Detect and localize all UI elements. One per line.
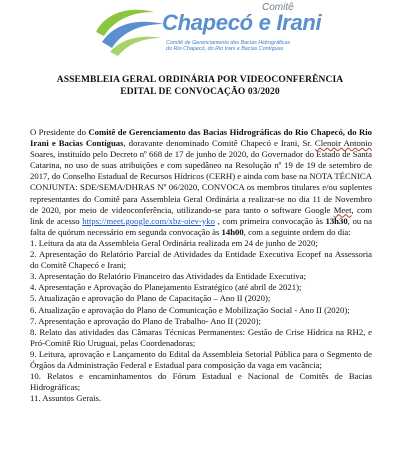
logo-subtitle [166,40,290,53]
document-header [0,74,400,98]
meet-word: Meet [333,204,352,215]
agenda-item: 10. Relatos e encaminhamentos do Fórum Estadual e Nacional de Comitês de Bacias Hidrográficas; [30,371,372,393]
logo-main-label: Chapecó e Irani [162,10,322,35]
agenda-item: 4. Apresentação e Aprovação do Planejamento Estratégico (até abril de 2021); [30,282,302,293]
intro-text-5: , com primeira convocação às [214,215,326,226]
agenda-item: 8. Relato das atividades das Câmaras Técnicas Permanentes: Gestão de Crise Hídrica na RH2, e Pró-Comitê Rio Uruguai, pelas Coordenadoras; [30,326,372,348]
logo-subtitle-line-1: Comitê de Gerenciamento das Bacias Hidrográficas [166,40,291,46]
document-title: ASSEMBLEIA GERAL ORDINÁRIA POR VIDEOCONFERÊNCIA [56,75,344,85]
first-call-time: 13h30 [325,215,348,226]
agenda-item: 2. Apresentação do Relatório Parcial de Atividades da Entidade Executiva Ecopef na Assessoria do Comitê Chapecó e Irani; [30,249,372,271]
document-subtitle: EDITAL DE CONVOCAÇÃO 03/2020 [120,87,280,97]
intro-text-2: , doravante denominado Comitê Chapecó e Irani, Sr. [123,138,315,149]
committee-name-bold: Comitê de Gerenciamento das Bacias Hidrográficas do Rio Chapecó, do Rio Irani e Bacias Contíguas [30,127,372,149]
agenda-item: 9. Leitura, aprovação e Lançamento do Edital da Assembleia Setorial Pública para o Segmento de Órgãos da Administração Federal e Estadual para composição da vaga em vacância; [30,348,372,370]
agenda-item: 3. Apresentação do Relatório Financeiro das Atividades da Entidade Executiva; [30,271,306,282]
president-name: Clenoir Antonio [314,138,372,149]
intro-text-7: , com a seguinte ordem do dia: [243,226,351,237]
document-body [30,127,372,404]
meeting-link[interactable]: https://meet.google.com/xbz-oiev-yko [82,215,215,226]
agenda-item: 1. Leitura da ata da Assembleia Geral Ordinária realizada em 24 de junho de 2020; [30,237,318,248]
agenda-item: 5. Atualização e aprovação do Plano de Capacitação – Ano II (2020); [30,293,271,304]
intro-paragraph [30,127,372,238]
committee-logo [92,2,322,60]
logo-comite-label: Comitê [262,2,294,13]
agenda-list [30,238,372,404]
agenda-item: 11. Assuntos Gerais. [30,393,102,404]
logo-swoosh-icon [92,2,172,60]
intro-text-4: , com link de acesso [30,204,372,226]
agenda-item: 6. Atualização e aprovação do Plano de Comunicação e Mobilização Social - Ano II (2020); [30,304,350,315]
agenda-item: 7. Apresentação e aprovação do Plano de Trabalho- Ano II (2020); [30,315,261,326]
intro-text-1: O Presidente do [30,127,89,137]
logo-subtitle-line-2: do Rio Chapecó, do Rio Irani e Bacias Contíguas [166,46,284,53]
second-call-time: 14h00 [221,226,244,237]
intro-text-6: , ou na falta de quórum necessário em segunda convocação às [30,215,372,237]
intro-text-3: Soares, instituído pelo Decreto nº 668 de 17 de junho de 2020, do Governador do Estado de Santa Catarina, no uso de suas atribuições e com supedâneo na Resolução nº 19 de 19 de setembro de 2017, do Conselho Estadual de Recursos Hídricos (CERH) e ainda com base na NOTA TÉCNICA CONJUNTA: SDE/SEMA/DHRAS Nº 06/2020, CONVOCA os membros titulares e/ou suplentes representantes do Comitê para Assembleia Geral Ordinária a realizar-se no dia 11 de Novembro de 2020, por meio de videoconferência, utilizando-se para tanto o software Google [30,149,372,215]
